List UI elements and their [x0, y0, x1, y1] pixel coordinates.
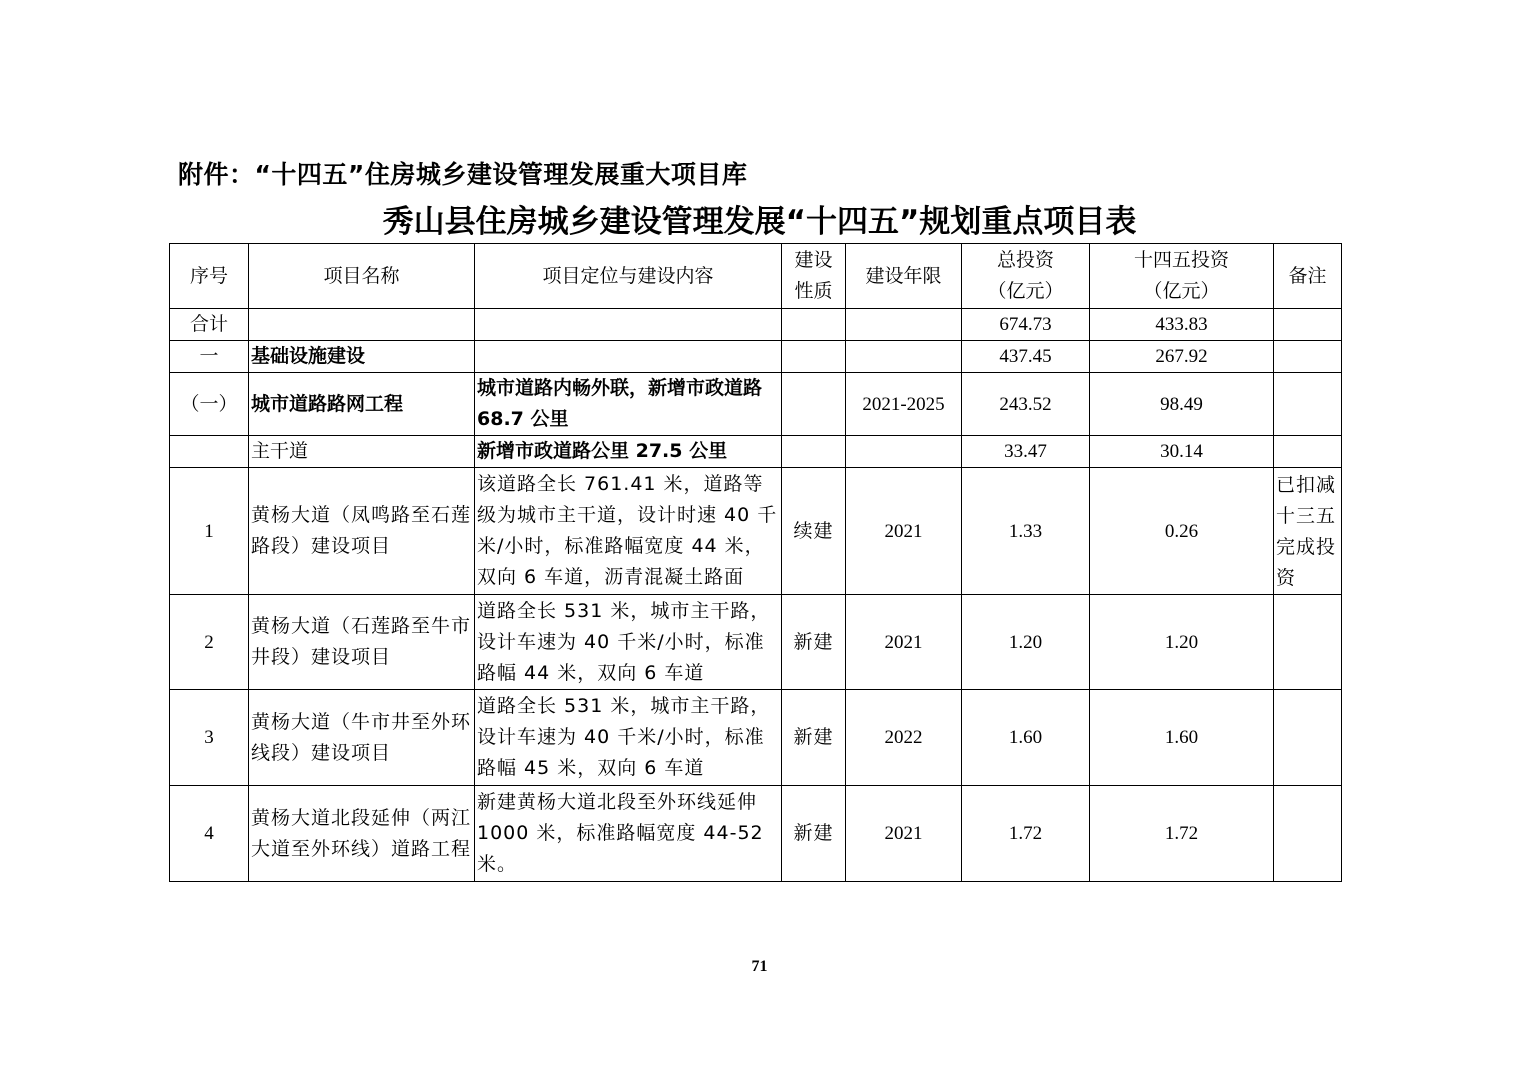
cell-name: 基础设施建设	[249, 341, 475, 373]
header-nature-line2: 性质	[794, 280, 833, 302]
header-name: 项目名称	[249, 244, 475, 309]
cell-content: 道路全长 531 米，城市主干路，设计车速为 40 千米/小时，标准路幅 45 米，双向 6 车道	[475, 690, 782, 786]
cell-fyp: 1.72	[1090, 786, 1274, 882]
table-row	[170, 595, 1342, 690]
cell-nature: 新建	[782, 786, 846, 882]
attachment-title: 附件：“十四五”住房城乡建设管理发展重大项目库	[178, 160, 748, 189]
header-total-line2: （亿元）	[987, 280, 1064, 302]
cell-remarks	[1274, 786, 1342, 882]
cell-years	[846, 341, 962, 373]
cell-seq: 合计	[170, 309, 249, 341]
cell-name	[249, 309, 475, 341]
table-row	[170, 786, 1342, 882]
cell-name: 黄杨大道（石莲路至牛市井段）建设项目	[249, 595, 475, 690]
cell-name: 城市道路路网工程	[249, 373, 475, 436]
table-row	[170, 373, 1342, 436]
cell-years: 2021	[846, 786, 962, 882]
header-row	[170, 244, 1342, 309]
cell-content: 新建黄杨大道北段至外环线延伸 1000 米，标准路幅宽度 44-52 米。	[475, 786, 782, 882]
cell-fyp: 267.92	[1090, 341, 1274, 373]
header-seq: 序号	[170, 244, 249, 309]
cell-remarks	[1274, 436, 1342, 468]
cell-years	[846, 309, 962, 341]
header-nature-line1: 建设	[794, 249, 833, 271]
page-number: 71	[751, 958, 768, 975]
cell-total: 243.52	[962, 373, 1090, 436]
cell-total: 437.45	[962, 341, 1090, 373]
cell-seq: 2	[170, 595, 249, 690]
cell-remarks	[1274, 373, 1342, 436]
cell-remarks	[1274, 690, 1342, 786]
cell-fyp: 30.14	[1090, 436, 1274, 468]
cell-seq: 4	[170, 786, 249, 882]
cell-nature	[782, 373, 846, 436]
cell-remarks	[1274, 595, 1342, 690]
header-years: 建设年限	[846, 244, 962, 309]
cell-total: 1.60	[962, 690, 1090, 786]
project-table	[169, 243, 1342, 882]
cell-total: 33.47	[962, 436, 1090, 468]
cell-fyp: 98.49	[1090, 373, 1274, 436]
table-row	[170, 468, 1342, 595]
cell-nature	[782, 341, 846, 373]
cell-remarks	[1274, 309, 1342, 341]
cell-name: 黄杨大道（凤鸣路至石莲路段）建设项目	[249, 468, 475, 595]
header-fyp-line1: 十四五投资	[1133, 249, 1229, 271]
cell-content: 该道路全长 761.41 米，道路等级为城市主干道，设计时速 40 千米/小时，标准路幅宽度 44 米，双向 6 车道，沥青混凝土路面	[475, 468, 782, 595]
cell-fyp: 1.60	[1090, 690, 1274, 786]
table-row	[170, 690, 1342, 786]
cell-remarks: 已扣减十三五完成投资	[1274, 468, 1342, 595]
cell-total: 1.20	[962, 595, 1090, 690]
cell-total: 1.72	[962, 786, 1090, 882]
cell-remarks	[1274, 341, 1342, 373]
cell-content: 新增市政道路公里 27.5 公里	[475, 436, 782, 468]
cell-name: 黄杨大道北段延伸（两江大道至外环线）道路工程	[249, 786, 475, 882]
header-remarks: 备注	[1274, 244, 1342, 309]
header-content: 项目定位与建设内容	[475, 244, 782, 309]
cell-seq: （一）	[170, 373, 249, 436]
cell-fyp: 433.83	[1090, 309, 1274, 341]
table-title: 秀山县住房城乡建设管理发展“十四五”规划重点项目表	[382, 204, 1137, 240]
cell-name: 黄杨大道（牛市井至外环线段）建设项目	[249, 690, 475, 786]
cell-nature: 新建	[782, 595, 846, 690]
cell-content: 道路全长 531 米，城市主干路，设计车速为 40 千米/小时，标准路幅 44 米，双向 6 车道	[475, 595, 782, 690]
cell-years: 2022	[846, 690, 962, 786]
cell-years: 2021	[846, 595, 962, 690]
cell-content	[475, 341, 782, 373]
header-fyp-line2: （亿元）	[1143, 280, 1220, 302]
cell-years: 2021	[846, 468, 962, 595]
cell-fyp: 1.20	[1090, 595, 1274, 690]
cell-nature	[782, 309, 846, 341]
cell-seq: 一	[170, 341, 249, 373]
header-nature	[782, 244, 846, 309]
cell-seq: 3	[170, 690, 249, 786]
cell-seq	[170, 436, 249, 468]
cell-content	[475, 309, 782, 341]
table-row	[170, 309, 1342, 341]
header-total-line1: 总投资	[996, 249, 1054, 271]
table-row	[170, 341, 1342, 373]
cell-total: 674.73	[962, 309, 1090, 341]
cell-years: 2021-2025	[846, 373, 962, 436]
cell-fyp: 0.26	[1090, 468, 1274, 595]
cell-nature	[782, 436, 846, 468]
header-fyp	[1090, 244, 1274, 309]
header-total	[962, 244, 1090, 309]
cell-nature: 新建	[782, 690, 846, 786]
table-row	[170, 436, 1342, 468]
cell-years	[846, 436, 962, 468]
cell-name: 主干道	[249, 436, 475, 468]
cell-nature: 续建	[782, 468, 846, 595]
cell-content: 城市道路内畅外联，新增市政道路 68.7 公里	[475, 373, 782, 436]
cell-total: 1.33	[962, 468, 1090, 595]
cell-seq: 1	[170, 468, 249, 595]
